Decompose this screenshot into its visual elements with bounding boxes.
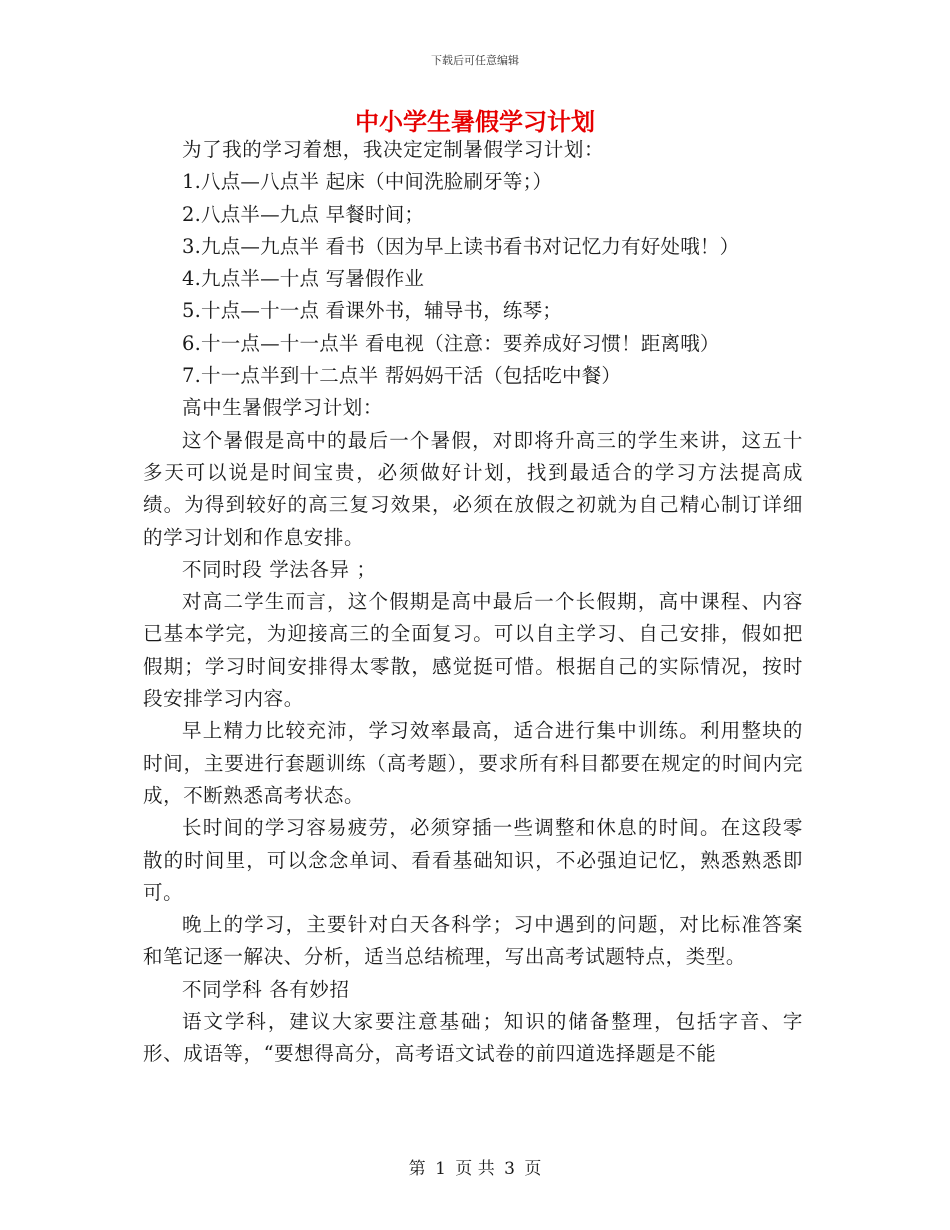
body-paragraph: 长时间的学习容易疲劳，必须穿插一些调整和休息的时间。在这段零散的时间里，可以念念单词、看看基础知识，不必强迫记忆，熟悉熟悉即可。 <box>143 816 803 904</box>
body-paragraph: 对高二学生而言，这个假期是高中最后一个长假期，高中课程、内容已基本学完，为迎接高三的全面复习。可以自主学习、自己安排，假如把假期；学习时间安排得太零散，感觉挺可惜。根据自己的实际情况，按时段安排学习内容。 <box>143 590 803 711</box>
document-body <box>143 134 803 1071</box>
header-note: 下载后可任意编辑 <box>431 54 519 67</box>
body-paragraph: 晚上的学习，主要针对白天各科学；习中遇到的问题，对比标准答案和笔记逐一解决、分析，适当总结梳理，写出高考试题特点，类型。 <box>143 913 803 969</box>
footer-suffix: 页 <box>524 1159 542 1179</box>
body-paragraph: 语文学科，建议大家要注意基础；知识的储备整理，包括字音、字形、成语等，“要想得高分，高考语文试卷的前四道选择题是不能 <box>143 1010 803 1066</box>
schedule-item: 5.十点—十一点 看课外书，辅导书，练琴； <box>182 299 563 323</box>
page-footer <box>0 1154 950 1179</box>
document-title: 中小学生暑假学习计划 <box>355 107 595 136</box>
section-heading: 高中生暑假学习计划： <box>182 396 384 420</box>
intro-paragraph: 为了我的学习着想，我决定定制暑假学习计划： <box>182 138 605 161</box>
footer-total-pages: 3 <box>504 1159 515 1179</box>
section-heading: 不同学科 各有妙招 <box>182 977 350 1001</box>
footer-prefix: 第 <box>408 1159 426 1179</box>
schedule-item: 1.八点—八点半 起床（中间洗脸刷牙等；） <box>182 170 553 194</box>
section-heading: 不同时段 学法各异 ； <box>182 557 377 581</box>
schedule-item: 4.九点半—十点 写暑假作业 <box>182 267 425 291</box>
schedule-item: 7.十一点半到十二点半 帮妈妈干活（包括吃中餐） <box>182 364 622 388</box>
schedule-item: 2.八点半—九点 早餐时间； <box>182 202 425 226</box>
body-paragraph: 早上精力比较充沛，学习效率最高，适合进行集中训练。利用整块的时间，主要进行套题训练（高考题），要求所有科目都要在规定的时间内完成，不断熟悉高考状态。 <box>143 719 803 807</box>
body-paragraph: 这个暑假是高中的最后一个暑假，对即将升高三的学生来讲，这五十多天可以说是时间宝贵，必须做好计划，找到最适合的学习方法提高成绩。为得到较好的高三复习效果，必须在放假之初就为自己精心制订详细的学习计划和作息安排。 <box>143 428 803 549</box>
schedule-item: 6.十一点—十一点半 看电视（注意：要养成好习惯！距离哦） <box>182 331 720 355</box>
schedule-item: 3.九点—九点半 看书（因为早上读书看书对记忆力有好处哦！） <box>182 234 740 258</box>
footer-page-number: 1 <box>435 1159 446 1179</box>
footer-middle: 页 共 <box>455 1159 495 1179</box>
